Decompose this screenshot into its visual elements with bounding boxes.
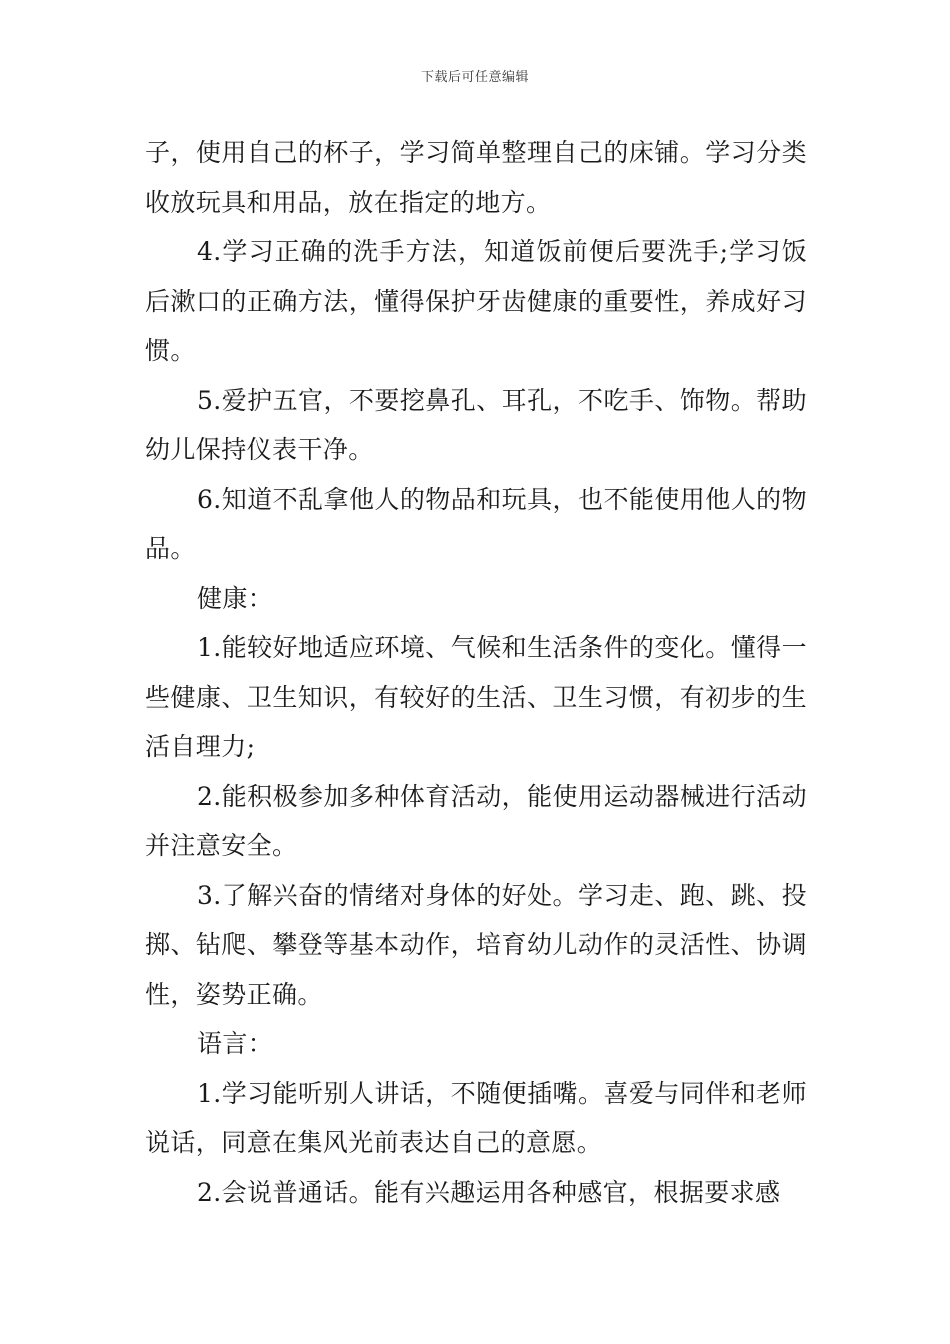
paragraph: 2.能积极参加多种体育活动，能使用运动器械进行活动并注意安全。 xyxy=(145,781,807,860)
paragraph: 2.会说普通话。能有兴趣运用各种感官，根据要求感 xyxy=(197,1177,781,1207)
paragraph: 4.学习正确的洗手方法，知道饭前便后要洗手;学习饭后漱口的正确方法，懂得保护牙齿健康的重要性，养成好习惯。 xyxy=(145,237,807,365)
paragraph: 子，使用自己的杯子，学习简单整理自己的床铺。学习分类收放玩具和用品，放在指定的地方。 xyxy=(145,138,807,217)
paragraph: 1.能较好地适应环境、气候和生活条件的变化。懂得一些健康、卫生知识，有较好的生活、卫生习惯，有初步的生活自理力; xyxy=(145,633,807,761)
paragraph: 1.学习能听别人讲话，不随便插嘴。喜爱与同伴和老师说话，同意在集风光前表达自己的意愿。 xyxy=(145,1078,807,1157)
section-heading-language: 语言： xyxy=(197,1029,274,1058)
paragraph: 6.知道不乱拿他人的物品和玩具，也不能使用他人的物品。 xyxy=(145,484,807,563)
document-body xyxy=(145,128,807,1217)
paragraph: 3.了解兴奋的情绪对身体的好处。学习走、跑、跳、投掷、钻爬、攀登等基本动作，培育幼儿动作的灵活性、协调性，姿势正确。 xyxy=(145,880,807,1009)
paragraph: 5.爱护五官，不要挖鼻孔、耳孔，不吃手、饰物。帮助幼儿保持仪表干净。 xyxy=(145,385,807,464)
page-header: 下载后可任意编辑 xyxy=(420,70,529,85)
section-heading-health: 健康： xyxy=(197,583,274,613)
